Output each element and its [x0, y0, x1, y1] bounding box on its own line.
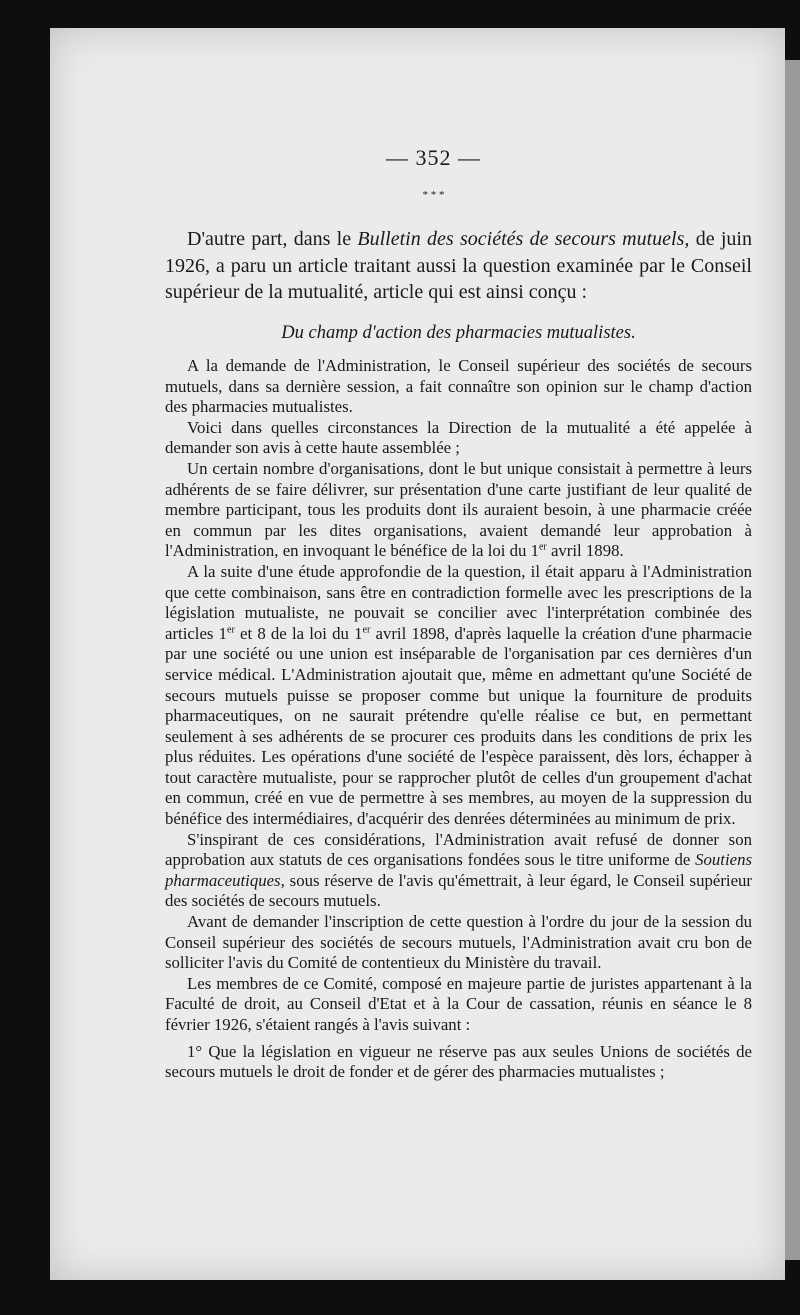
organisation-name: Soutiens pharmaceutiques, — [165, 850, 752, 890]
paragraph-2: Voici dans quelles circonstances la Direction de la mutualité a été appelée à demander son avis à cette haute assemblée ; — [165, 417, 752, 458]
bulletin-title: Bulletin des sociétés de secours mutuels, — [357, 228, 690, 250]
intro-text-before: D'autre part, dans le — [187, 228, 358, 250]
section-ornament: * * * — [422, 189, 445, 201]
paragraph-6: Avant de demander l'inscription de cette question à l'ordre du jour de la session du Conseil supérieur des sociétés de secours mutuels, l'Administration avait cru bon de solliciter l'avis du Comité de contentieux du Ministère du travail. — [165, 912, 752, 973]
intro-paragraph — [165, 226, 752, 306]
paragraph-5 — [165, 830, 752, 912]
paragraph-5-text-b: sous réserve de l'avis qu'émettrait, à leur égard, le Conseil supérieur des sociétés de secours mutuels. — [165, 870, 752, 911]
page-number: — 352 — — [386, 145, 481, 170]
paragraph-3-text-a: Un certain nombre d'organisations, dont le but unique consistait à permettre à leurs adhérents de se faire délivrer, sur présentation d'une carte justifiant de leur qualité de membre participant, tous les produits dont ils auraient besoin, à une pharmacie créée en commun par les dites organisations, avaient demandé leur approbation à l'Administration, en invoquant le bénéfice de la loi du 1 — [165, 458, 752, 561]
section-title: Du champ d'action des pharmacies mutualistes. — [281, 322, 636, 343]
ordinal-superscript: er — [227, 624, 235, 636]
paragraph-7: Les membres de ce Comité, composé en majeure partie de juristes appartenant à la Faculté de droit, au Conseil d'Etat et à la Cour de cassation, réunis en séance le 8 février 1926, s'étaient rangés à l'avis suivant : — [165, 973, 752, 1034]
ordinal-superscript: er — [362, 624, 371, 636]
paragraph-4-text-a: A la suite d'une étude approfondie de la question, il était apparu à l'Administration que cette combinaison, sans être en contradiction formelle avec les prescriptions de la législation mutualiste, ne pouvait se concilier avec l'interprétation combinée des articles 1 — [165, 561, 752, 643]
paragraph-4-text-c: avril 1898, d'après laquelle la création d'une pharmacie par une société ou une union est inséparable de l'organisation par ces dernières d'un service médical. L'Administration ajoutait que, même en admettant qu'une Société de secours mutuels puisse se proposer comme but unique la fourniture de produits pharmaceutiques, on ne saurait prétendre qu'elle réalise ce but, en permettant seulement à ses adhérents de se procurer ces produits dans les conditions de prix les plus réduites. Les opérations d'une société de l'espèce paraissent, dès lors, échapper à tout caractère mutualiste, pour se rapprocher plutôt de celles d'un groupement d'achat en commun, créé en vue de permettre à ses membres, au moyen de la suppression du bénéfice des intermédiaires, d'acquérir des denrées déterminées au minimum de prix. — [165, 623, 752, 829]
article-body — [165, 356, 752, 1083]
paragraph-3-text-b: avril 1898. — [546, 541, 624, 561]
paragraph-1: A la demande de l'Administration, le Conseil supérieur des sociétés de secours mutuels, dans sa dernière session, a fait connaître son opinion sur le champ d'action des pharmacies mutualistes. — [165, 356, 752, 417]
paragraph-3 — [165, 459, 752, 562]
paragraph-4-text-b: et 8 de la loi du 1 — [234, 623, 363, 643]
intro-text-after: de juin 1926, a paru un article traitant aussi la question examinée par le Conseil supérieur de la mutualité, article qui est ainsi conçu : — [165, 228, 752, 303]
paragraph-5-text-a: S'inspirant de ces considérations, l'Administration avait refusé de donner son approbation aux statuts de ces organisations fondées sous le titre uniforme de — [165, 829, 752, 870]
text-block — [165, 226, 752, 1083]
page-edge — [785, 60, 800, 1260]
paragraph-8: 1° Que la législation en vigueur ne réserve pas aux seules Unions de sociétés de secours mutuels le droit de fonder et de gérer des pharmacies mutualistes ; — [165, 1041, 752, 1082]
ordinal-superscript: er — [538, 541, 547, 553]
paragraph-4 — [165, 562, 752, 830]
